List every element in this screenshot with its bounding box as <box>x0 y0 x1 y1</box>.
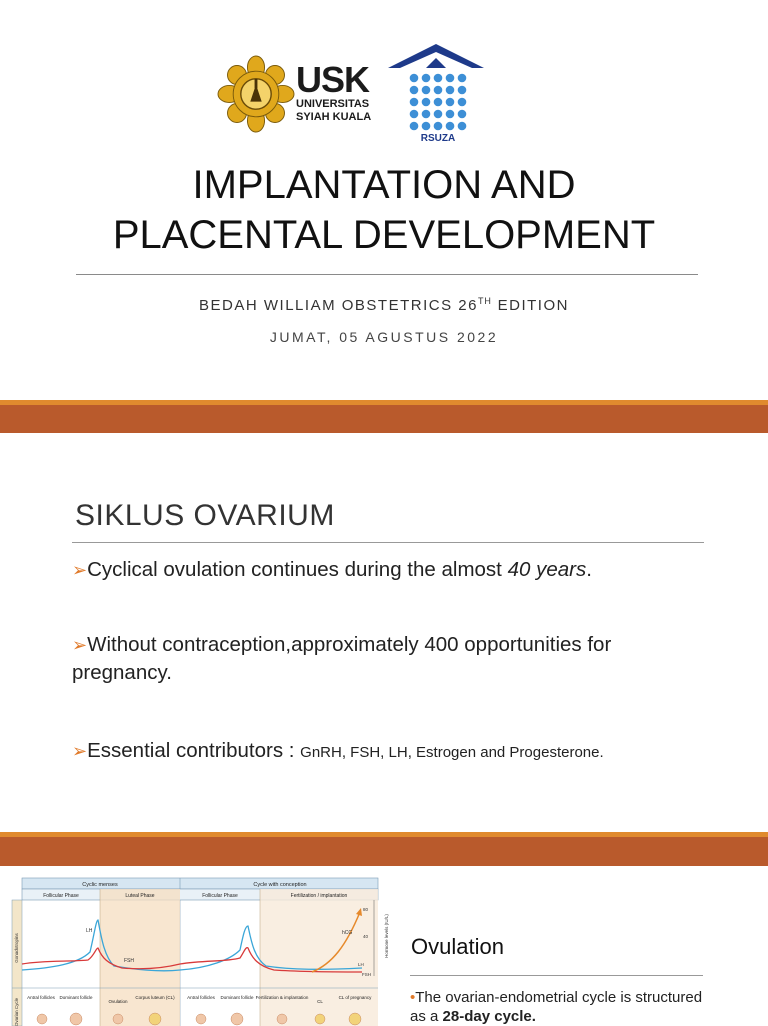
usk-logo-text: USK <box>296 59 370 100</box>
label-hcg: hCG <box>342 930 353 936</box>
heading-divider <box>72 542 704 543</box>
corpus-luteum-icon <box>349 1013 361 1025</box>
corpus-luteum-icon <box>149 1013 161 1025</box>
follicle-icon <box>196 1014 206 1024</box>
label-fsh-right: FSH <box>362 972 371 977</box>
bullet-item <box>72 737 692 767</box>
cell-ovulation: Ovulation <box>108 999 128 1004</box>
bullet-end: . <box>599 744 604 761</box>
bullet-small-text: GnRH, FSH, LH, Estrogen and Progesterone <box>300 744 600 761</box>
axis-tick-40: 40 <box>362 934 368 939</box>
bullet-text: The ovarian-endometrial cycle is structured as a <box>410 989 703 1025</box>
phase-fertilization: Fertilization / implantation <box>290 893 348 899</box>
cell-corpus-luteum: Corpus luteum (CL) <box>135 995 175 1000</box>
label-fsh-left: FSH <box>124 958 134 964</box>
usk-wordmark <box>296 59 396 124</box>
title-slide <box>0 0 768 400</box>
cell-fertilization: Fertilization & implantation <box>255 995 309 1000</box>
slide-divider-band <box>0 400 768 433</box>
corpus-luteum-icon <box>315 1014 325 1024</box>
bullet-end: . <box>586 558 592 581</box>
follicle-icon <box>113 1014 123 1024</box>
title-line-1: IMPLANTATION AND <box>192 163 576 207</box>
subtitle-main: BEDAH WILLIAM OBSTETRICS 26 <box>199 297 478 314</box>
bullet-dot-icon: • <box>410 989 416 1006</box>
follicle-icon <box>231 1013 243 1025</box>
cell-antral-follicles-2: Antral follicles <box>187 995 215 1000</box>
phase-follicular-1: Follicular Phase <box>43 893 79 899</box>
rsuza-logo <box>386 42 486 142</box>
slide-heading: SIKLUS OVARIUM <box>75 499 335 532</box>
arrow-bullet-icon: ➢ <box>72 635 88 655</box>
slide-heading: Ovulation <box>411 934 504 959</box>
subtitle-end: EDITION <box>491 297 569 314</box>
phase-luteal: Luteal Phase <box>125 893 155 899</box>
bullet-text: Essential contributors : <box>87 739 301 762</box>
heading-divider <box>410 975 703 976</box>
bullet-item <box>72 631 692 687</box>
ovulation-slide <box>0 866 768 1024</box>
follicle-icon <box>70 1013 82 1025</box>
subtitle-sup: TH <box>477 296 492 306</box>
follicle-icon <box>37 1014 47 1024</box>
label-lh-right: LH <box>358 962 364 967</box>
header-cyclic-menses: Cyclic menses <box>82 882 118 888</box>
axis-tick-80: 80 <box>362 907 368 912</box>
rsuza-logo-text: RSUZA <box>420 133 456 144</box>
cell-dominant-follicle-2: Dominant follicle <box>220 995 254 1000</box>
side-label-gonadotropins: Gonadotropins <box>14 933 19 963</box>
usk-logo-line2: SYIAH KUALA <box>296 111 372 123</box>
bullet-bold: 28-day cycle. <box>442 1008 536 1025</box>
band-stripe <box>0 400 768 405</box>
arrow-bullet-icon: ➢ <box>72 741 88 761</box>
label-lh-left: LH <box>86 928 93 934</box>
ovarian-cycle-figure <box>12 876 389 1026</box>
presentation-date: JUMAT, 05 AGUSTUS 2022 <box>269 329 499 345</box>
side-label-ovarian-cycle: Ovarian Cycle <box>14 997 19 1026</box>
title-line-2: PLACENTAL DEVELOPMENT <box>112 213 656 257</box>
usk-logo-line1: UNIVERSITAS <box>296 98 370 110</box>
cell-dominant-follicle: Dominant follicle <box>59 995 93 1000</box>
slide-divider-band <box>0 832 768 866</box>
subtitle <box>0 296 768 314</box>
bullet-item <box>72 556 692 584</box>
phase-follicular-2: Follicular Phase <box>202 893 238 899</box>
header-cycle-conception: Cycle with conception <box>253 882 307 888</box>
bullet-item <box>410 988 710 1026</box>
usk-seal-logo <box>218 56 294 132</box>
embryo-icon <box>277 1014 287 1024</box>
title-divider <box>76 274 698 275</box>
logo-group <box>218 40 488 144</box>
siklus-ovarium-slide <box>0 433 768 832</box>
axis-label-hormone: Hormone levels (IU/L) <box>384 914 389 958</box>
bullet-italic: 40 years <box>507 558 587 581</box>
arrow-bullet-icon: ➢ <box>72 560 88 580</box>
luteal-phase-shade <box>100 889 180 1026</box>
cell-cl-pregnancy: CL of pregnancy <box>338 995 372 1000</box>
cell-antral-follicles: Antral follicles <box>27 995 55 1000</box>
cell-cl: CL <box>317 999 323 1004</box>
band-stripe <box>0 832 768 837</box>
figure-header-row <box>22 878 378 889</box>
bullet-text: Cyclical ovulation continues during the almost <box>87 558 508 581</box>
bullet-text: Without contraception,approximately 400 opportunities for pregnancy. <box>72 633 612 684</box>
presentation-title <box>0 160 768 260</box>
